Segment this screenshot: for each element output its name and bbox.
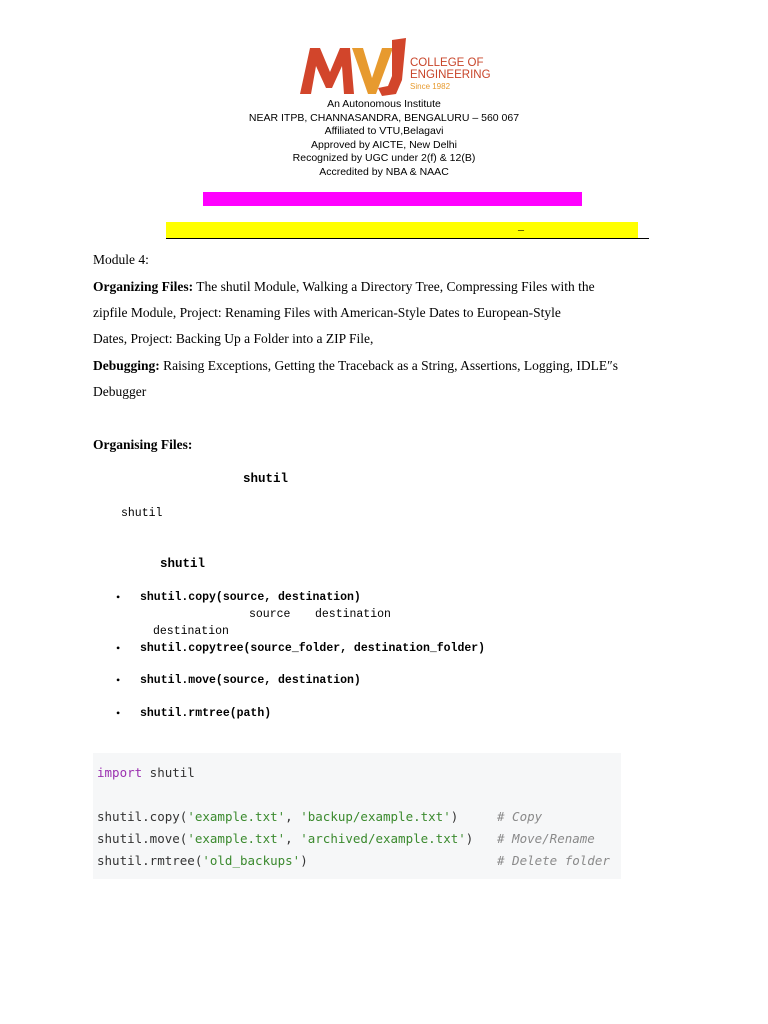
code-comment: # Move/Rename <box>497 831 595 846</box>
college-name-line1: COLLEGE OF <box>410 57 484 69</box>
bullet-icon: • <box>116 673 121 687</box>
code-string: 'backup/example.txt' <box>300 809 451 824</box>
debugging-line-1 <box>93 358 618 374</box>
code-comment: # Delete folder <box>497 853 610 868</box>
organizing-label: Organizing Files: <box>93 279 194 294</box>
address-line: Approved by AICTE, New Delhi <box>311 138 457 151</box>
code-paren: ) <box>450 809 459 824</box>
code-fn: shutil.copy( <box>97 809 188 824</box>
code-line-copy <box>97 809 458 824</box>
bullet-icon: • <box>116 641 121 655</box>
address-line: Affiliated to VTU,Belagavi <box>324 125 444 137</box>
copy-note-source: source <box>249 608 291 621</box>
college-logo <box>298 36 498 100</box>
code-string: 'old_backups' <box>202 853 301 868</box>
copy-note-destination: destination <box>315 608 391 621</box>
organizing-line-2: zipfile Module, Project: Renaming Files with American-Style Dates to European-Style <box>93 305 561 320</box>
organizing-line-1 <box>93 279 595 295</box>
section-heading: Organising Files: <box>93 437 193 452</box>
college-name-line2: ENGINEERING <box>410 69 491 81</box>
code-paren: ) <box>300 853 308 868</box>
code-string: 'archived/example.txt' <box>300 831 466 846</box>
bullet-move: shutil.move(source, destination) <box>140 674 361 687</box>
code-keyword: import <box>97 765 143 780</box>
bullet-copytree: shutil.copytree(source_folder, destination_folder) <box>140 642 486 655</box>
code-paren: ) <box>465 831 474 846</box>
code-line-rmtree <box>97 853 308 868</box>
code-string: 'example.txt' <box>187 809 286 824</box>
magenta-highlight-bar <box>203 192 582 206</box>
shutil-plain: shutil <box>121 507 163 520</box>
code-string: 'example.txt' <box>187 831 286 846</box>
organizing-line-3: Dates, Project: Backing Up a Folder into a ZIP File, <box>93 331 374 346</box>
code-module: shutil <box>142 765 195 780</box>
debugging-text: Raising Exceptions, Getting the Traceback as a String, Assertions, Logging, IDLE″s <box>163 358 618 373</box>
debugging-line-2: Debugger <box>93 384 147 399</box>
code-sep: , <box>285 831 301 846</box>
shutil-heading: shutil <box>243 472 289 486</box>
dash-mark: – <box>518 222 524 236</box>
header-rule <box>166 238 649 239</box>
debugging-label: Debugging: <box>93 358 160 373</box>
bullet-icon: • <box>116 706 121 720</box>
code-fn: shutil.rmtree( <box>97 853 203 868</box>
yellow-highlight-bar <box>166 222 638 238</box>
address-line: An Autonomous Institute <box>327 98 441 110</box>
address-line: Accredited by NBA & NAAC <box>319 165 449 178</box>
address-block <box>0 98 768 179</box>
code-block <box>93 753 621 879</box>
copy-note-destination-2: destination <box>153 625 229 638</box>
bullet-copy: shutil.copy(source, destination) <box>140 591 361 604</box>
code-sep: , <box>285 809 301 824</box>
address-line: Recognized by UGC under 2(f) & 12(B) <box>292 152 476 164</box>
code-fn: shutil.move( <box>97 831 188 846</box>
since-text: Since 1982 <box>410 82 451 91</box>
shutil-subheading: shutil <box>160 557 206 571</box>
code-comment: # Copy <box>497 809 543 824</box>
bullet-icon: • <box>116 590 121 604</box>
module-title: Module 4: <box>93 252 149 267</box>
code-line-import <box>97 765 195 780</box>
code-line-move <box>97 831 473 846</box>
address-line: NEAR ITPB, CHANNASANDRA, BENGALURU – 560 067 <box>248 111 520 124</box>
bullet-rmtree: shutil.rmtree(path) <box>140 707 272 720</box>
organizing-text: The shutil Module, Walking a Directory Tree, Compressing Files with the <box>196 279 595 294</box>
